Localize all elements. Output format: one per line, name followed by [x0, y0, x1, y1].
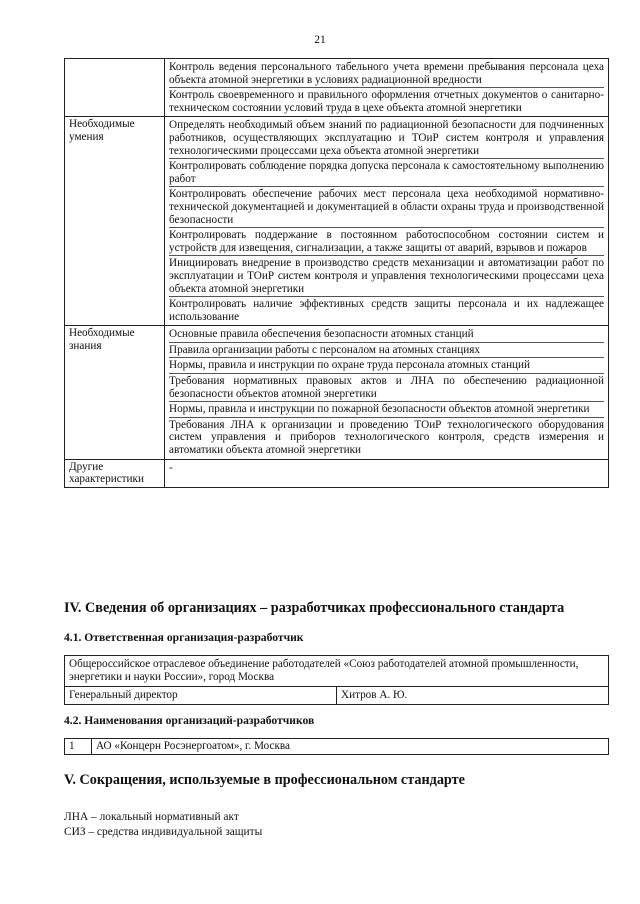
list-item: Контроль ведения персонального табельного учета времени пребывания персонала цеха объекта атомной энергетики в условиях радиационной вредности [169, 61, 604, 86]
competency-table [64, 58, 609, 488]
section-4-2-title: 4.2. Наименования организаций-разработчиков [64, 714, 315, 727]
list-item: Нормы, правила и инструкции по охране труда персонала атомных станций [169, 357, 604, 373]
row-label [65, 59, 165, 117]
row-label: Другие характеристики [65, 459, 165, 487]
list-item: Требования ЛНА к организации и проведению ТОиР технологического оборудования систем управления и приборов технологического контроля, средств измерения и автоматики объекта атомной энергетики [169, 418, 604, 457]
list-item: Правила организации работы с персоналом на атомных станциях [169, 342, 604, 358]
section-4-1-title: 4.1. Ответственная организация-разработчик [64, 631, 304, 644]
row-label: Необходимые знания [65, 326, 165, 459]
developer-name: АО «Концерн Росэнергоатом», г. Москва [92, 739, 609, 755]
table-row [65, 687, 609, 705]
responsible-org-table [64, 655, 609, 705]
abbreviation-item: ЛНА – локальный нормативный акт [64, 811, 239, 823]
table-row [65, 59, 609, 117]
developers-table [64, 738, 609, 755]
table-row [65, 326, 609, 459]
org-person: Хитров А. Ю. [337, 687, 609, 705]
abbreviation-item: СИЗ – средства индивидуальной защиты [64, 826, 263, 838]
list-item: Контролировать соблюдение порядка допуска персонала к самостоятельному выполнению работ [169, 160, 604, 185]
list-item: Инициировать внедрение в производство средств механизации и автоматизации работ по эксплуатации и ТОиР систем контроля и управления технологическими процессами цеха объекта атомной энергетики [169, 257, 604, 295]
list-item: Контроль своевременного и правильного оформления отчетных документов о санитарно-техническом состоянии условий труда в цехе объекта атомной энергетики [169, 89, 604, 114]
row-label: Необходимые умения [65, 117, 165, 326]
org-name: Общероссийское отраслевое объединение работодателей «Союз работодателей атомной промышленности, энергетики и науки России», город Москва [65, 656, 609, 687]
section-5-title: V. Сокращения, используемые в профессиональном стандарте [64, 772, 465, 788]
list-item: - [169, 461, 173, 474]
list-item: Требования нормативных правовых актов и ЛНА по обеспечению радиационной безопасности объектов атомной энергетики [169, 375, 604, 400]
list-item: Контролировать поддержание в постоянном работоспособном состоянии систем и устройств для извещения, сигнализации, а также защиты от аварий, взрывов и пожаров [169, 229, 604, 254]
row-items [165, 117, 609, 326]
list-item: Нормы, правила и инструкции по пожарной безопасности объектов атомной энергетики [169, 401, 604, 417]
table-row [65, 656, 609, 687]
row-items [165, 59, 609, 117]
org-position: Генеральный директор [65, 687, 337, 705]
section-4-title: IV. Сведения об организациях – разработчиках профессионального стандарта [64, 600, 565, 616]
list-item: Контролировать наличие эффективных средств защиты персонала и их надлежащее использование [169, 298, 604, 323]
developer-number: 1 [65, 739, 92, 755]
table-row [65, 739, 609, 755]
table-row [65, 459, 609, 487]
list-item: Контролировать обеспечение рабочих мест персонала цеха необходимой нормативно-технической документацией и документацией в области охраны труда и производственной безопасности [169, 188, 604, 226]
list-item: Основные правила обеспечения безопасности атомных станций [169, 328, 474, 341]
row-items [165, 326, 609, 459]
table-row [65, 117, 609, 326]
row-items [165, 459, 609, 487]
page-number: 21 [314, 34, 326, 46]
list-item: Определять необходимый объем знаний по радиационной безопасности для подчиненных работников, осуществляющих эксплуатацию и ТОиР систем контроля и управления технологическими процессами цеха объекта атомной энергетики [169, 119, 604, 157]
